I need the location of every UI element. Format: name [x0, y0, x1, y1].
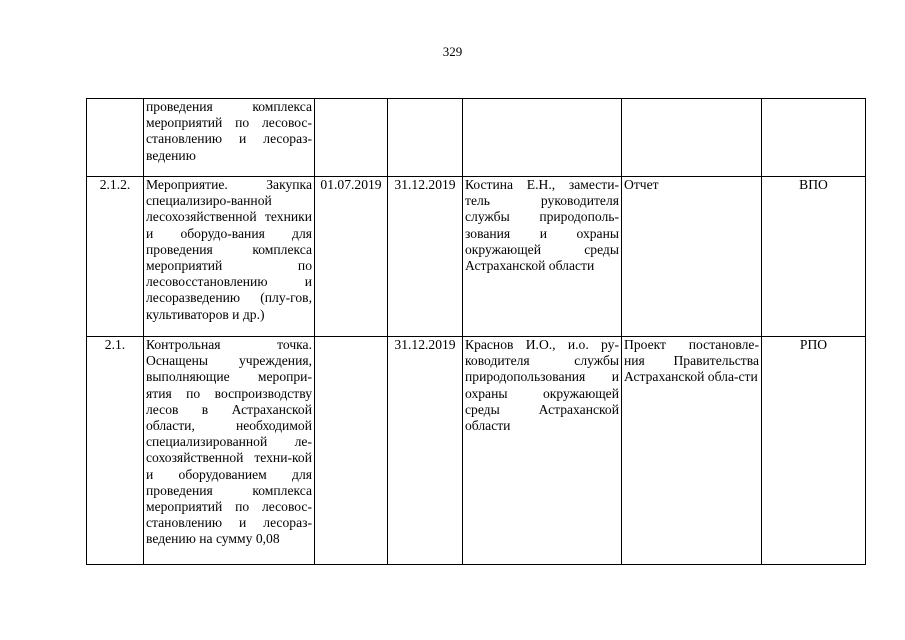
table-row — [87, 99, 866, 177]
code-cell — [762, 99, 866, 177]
responsible-cell — [463, 99, 622, 177]
code-cell: ВПО — [762, 177, 866, 337]
page-number: 329 — [442, 44, 463, 59]
row-number-cell: 2.1.2. — [87, 177, 144, 337]
end-date-cell: 31.12.2019 — [388, 177, 463, 337]
result-cell — [622, 99, 762, 177]
end-date-cell — [388, 99, 463, 177]
plan-table — [86, 98, 866, 565]
code-cell: РПО — [762, 337, 866, 565]
table-row — [87, 177, 866, 337]
result-cell: Отчет — [622, 177, 762, 337]
description-cell: Контрольная точка. Оснащены учреждения, выполняющие меропри-ятия по воспроизводству лесов в Астраханской области, необходимой специализированной ле-сохозяйственной техни-кой и оборудованием для проведения комплекса мероприятий по лесовос-становлению и лесораз-ведению на сумму 0,08 — [144, 337, 315, 565]
table-row — [87, 337, 866, 565]
responsible-cell: Краснов И.О., и.о. ру-ководителя службы природопользования и охраны окружающей среды Астраханской области — [463, 337, 622, 565]
start-date-cell — [315, 337, 388, 565]
end-date-cell: 31.12.2019 — [388, 337, 463, 565]
description-cell: проведения комплекса мероприятий по лесовос-становлению и лесораз-ведению — [144, 99, 315, 177]
result-cell: Проект постановле-ния Правительства Астраханской обла-сти — [622, 337, 762, 565]
description-cell: Мероприятие. Закупка специализиро-ванной лесохозяйственной техники и оборудо-вания для проведения комплекса мероприятий по лесовосстановлению и лесоразведению (плу-гов, культиваторов и др.) — [144, 177, 315, 337]
start-date-cell — [315, 99, 388, 177]
row-number-cell — [87, 99, 144, 177]
start-date-cell: 01.07.2019 — [315, 177, 388, 337]
responsible-cell: Костина Е.Н., замести-тель руководителя службы природополь-зования и охраны окружающей среды Астраханской области — [463, 177, 622, 337]
row-number-cell: 2.1. — [87, 337, 144, 565]
